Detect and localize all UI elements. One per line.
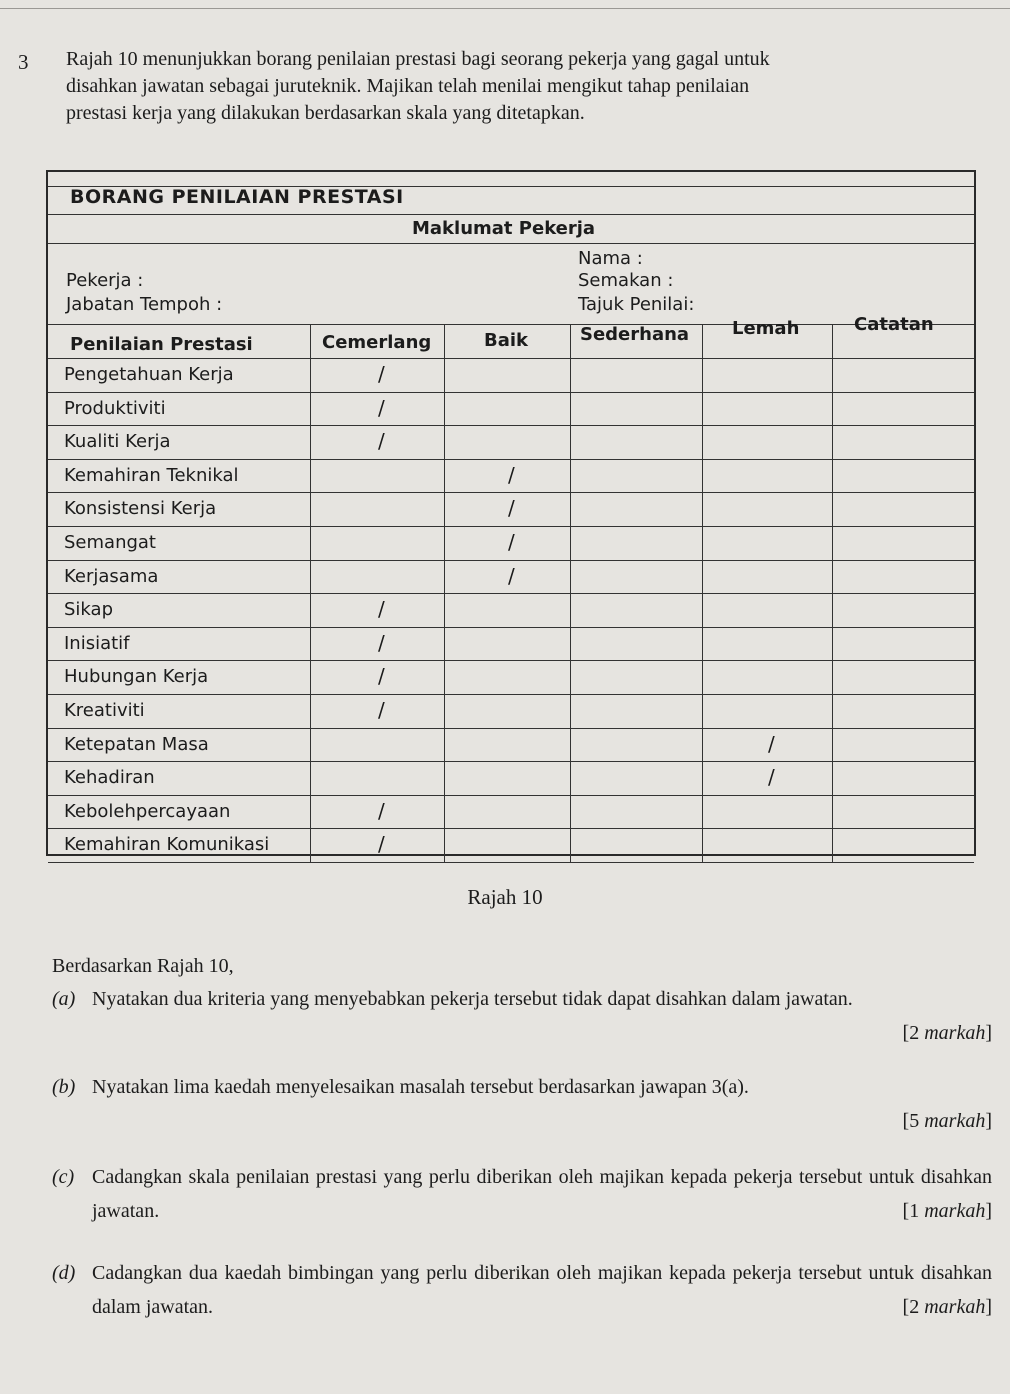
rating-tick: / (378, 664, 385, 689)
grid-col-rule (832, 324, 833, 862)
rating-tick: / (378, 597, 385, 622)
figure-caption: Rajah 10 (467, 885, 543, 909)
criterion-label: Kreativiti (64, 700, 145, 721)
marks-label: [2 markah] (902, 1022, 992, 1044)
header-baik: Baik (484, 330, 529, 351)
rating-tick: / (508, 462, 515, 487)
header-catatan: Catatan (854, 314, 934, 335)
rating-tick: / (508, 496, 515, 521)
part-d (52, 1256, 992, 1324)
part-label: (b) (52, 1076, 76, 1098)
part-text: Cadangkan dua kaedah bimbingan yang perlu diberikan oleh majikan kepada pekerja tersebut untuk disahkan dalam jawatan. (92, 1262, 992, 1318)
grid-row-rule (48, 358, 974, 359)
grid-row-rule (48, 761, 974, 762)
field-tajuk: Tajuk Penilai: (578, 294, 695, 315)
form-rule (48, 186, 974, 187)
grid-row-rule (48, 593, 974, 594)
field-jabatan: Jabatan Tempoh : (66, 294, 223, 315)
marks-label: [1 markah] (902, 1200, 992, 1222)
criterion-label: Kehadiran (64, 767, 155, 789)
marks-label: [2 markah] (902, 1296, 992, 1318)
field-pekerja: Pekerja : (66, 270, 144, 291)
field-nama: Nama : (578, 248, 643, 269)
part-label: (a) (52, 988, 76, 1010)
page-top-rule (0, 8, 1010, 9)
grid-row-rule (48, 660, 974, 661)
part-text: Nyatakan lima kaedah menyelesaikan masalah tersebut berdasarkan jawapan 3(a). (92, 1076, 749, 1098)
criterion-label: Kualiti Kerja (64, 431, 171, 453)
criterion-label: Pengetahuan Kerja (64, 364, 234, 385)
form-title: BORANG PENILAIAN PRESTASI (70, 186, 404, 208)
criterion-label: Kebolehpercayaan (64, 800, 231, 822)
criterion-label: Produktiviti (64, 397, 166, 419)
criterion-label: Ketepatan Masa (64, 733, 209, 755)
rating-tick: / (768, 765, 775, 790)
grid-row-rule (48, 492, 974, 493)
part-a (52, 982, 992, 1044)
part-c (52, 1160, 992, 1228)
rating-tick: / (768, 731, 775, 756)
criterion-label: Kemahiran Komunikasi (64, 834, 270, 856)
form-rule (48, 243, 974, 244)
criterion-label: Konsistensi Kerja (64, 498, 217, 520)
marks-label: [5 markah] (902, 1110, 992, 1132)
question-number: 3 (18, 50, 29, 74)
rating-tick: / (508, 563, 515, 588)
grid-row-rule (48, 694, 974, 695)
section-title: Maklumat Pekerja (412, 218, 596, 239)
form-rule (48, 214, 974, 215)
lead-in: Berdasarkan Rajah 10, (52, 955, 234, 977)
grid-row-rule (48, 627, 974, 628)
grid-col-rule (702, 324, 703, 862)
question-intro (66, 46, 996, 127)
criterion-label: Sikap (64, 599, 113, 621)
rating-tick: / (378, 698, 385, 722)
performance-appraisal-form (46, 170, 976, 856)
part-text: Nyatakan dua kriteria yang menyebabkan pekerja tersebut tidak dapat disahkan dalam jawatan. (92, 988, 853, 1010)
grid-row-rule (48, 526, 974, 527)
grid-col-rule (310, 324, 311, 862)
grid-row-rule (48, 560, 974, 561)
grid-row-rule (48, 795, 974, 796)
rating-tick: / (378, 832, 385, 857)
rating-tick: / (378, 630, 385, 655)
field-semakan: Semakan : (578, 270, 674, 291)
grid-row-rule (48, 862, 974, 863)
rating-tick: / (378, 798, 385, 823)
part-text: Cadangkan skala penilaian prestasi yang perlu diberikan oleh majikan kepada pekerja tersebut untuk disahkan jawatan. (92, 1166, 992, 1222)
grid-col-rule (570, 324, 571, 862)
rating-tick: / (378, 362, 385, 386)
header-penilaian: Penilaian Prestasi (70, 334, 253, 355)
criterion-label: Semangat (64, 532, 156, 553)
criterion-label: Kemahiran Teknikal (64, 464, 239, 486)
grid-row-rule (48, 459, 974, 460)
form-rule (48, 324, 974, 325)
header-lemah: Lemah (732, 318, 800, 339)
criterion-label: Hubungan Kerja (64, 666, 209, 688)
grid-row-rule (48, 392, 974, 393)
part-b (52, 1070, 992, 1132)
grid-row-rule (48, 828, 974, 829)
part-label: (c) (52, 1166, 75, 1188)
grid-row-rule (48, 425, 974, 426)
intro-line: Rajah 10 menunjukkan borang penilaian prestasi bagi seorang pekerja yang gagal untuk (66, 48, 770, 70)
rating-tick: / (508, 530, 515, 554)
rating-tick: / (378, 395, 385, 420)
header-sederhana: Sederhana (580, 324, 690, 345)
grid-row-rule (48, 728, 974, 729)
rating-tick: / (378, 429, 385, 454)
intro-line: prestasi kerja yang dilakukan berdasarkan skala yang ditetapkan. (66, 102, 585, 124)
criterion-label: Inisiatif (64, 632, 130, 654)
intro-line: disahkan jawatan sebagai juruteknik. Majikan telah menilai mengikut tahap penilaian (66, 75, 750, 97)
grid-col-rule (444, 324, 445, 862)
part-label: (d) (52, 1262, 76, 1284)
criterion-label: Kerjasama (64, 565, 159, 587)
header-cemerlang: Cemerlang (322, 332, 432, 353)
